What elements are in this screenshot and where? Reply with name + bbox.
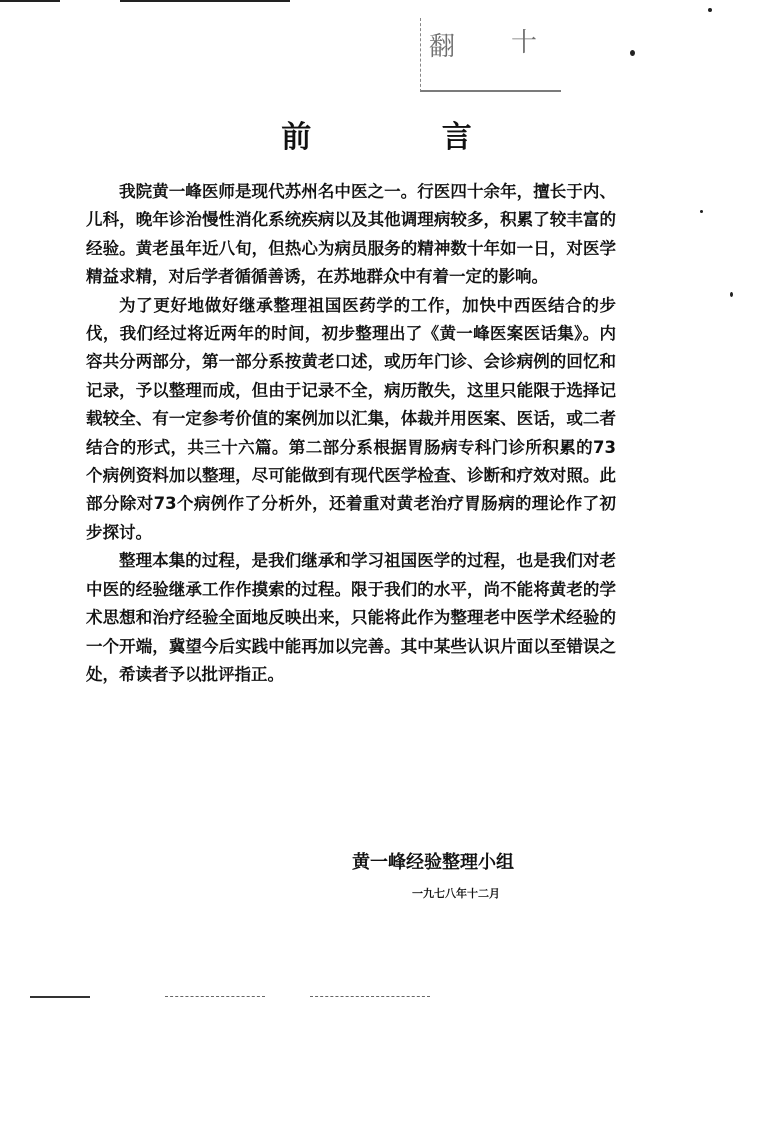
preface-body (86, 178, 616, 689)
paragraph: 整理本集的过程，是我们继承和学习祖国医学的过程，也是我们对老中医的经验继承工作作摸索的过程。限于我们的水平，尚不能将黄老的学术思想和治疗经验全面地反映出来，只能将此作为整理老中医学术经验的一个开端，冀望今后实践中能再加以完善。其中某些认识片面以至错误之处，希读者予以批评指正。 (86, 551, 616, 684)
scan-speck (708, 8, 712, 12)
scan-speck (630, 50, 635, 56)
scan-speck (700, 210, 703, 213)
paragraph: 我院黄一峰医师是现代苏州名中医之一。行医四十余年，擅长于内、儿科，晚年诊治慢性消化系统疾病以及其他调理病较多，积累了较丰富的经验。黄老虽年近八旬，但热心为病员服务的精神数十年如一日，对医学精益求精，对后学者循循善诱，在苏地群众中有着一定的影响。 (86, 182, 616, 287)
scan-artifact-bottom (165, 996, 265, 998)
page-title: 前 言 (281, 120, 532, 155)
scan-artifact-bottom (310, 996, 430, 998)
library-stamp: 翻 十 (420, 18, 561, 92)
signature-group: 黄一峰经验整理小组 (352, 852, 514, 873)
signature-date: 一九七八年十二月 (412, 887, 500, 900)
paragraph: 为了更好地做好继承整理祖国医药学的工作，加快中西医结合的步伐，我们经过将近两年的时间，初步整理出了《黄一峰医案医话集》。内容共分两部分，第一部分系按黄老口述，或历年门诊、会诊病例的回忆和记录，予以整理而成，但由于记录不全，病历散失，这里只能限于选择记载较全、有一定参考价值的案例加以汇集，体裁并用医案、医话，或二者结合的形式，共三十六篇。第二部分系根据胃肠病专科门诊所积累的73个病例资料加以整理，尽可能做到有现代医学检查、诊断和疗效对照。此部分除对73个病例作了分析外，还着重对黄老治疗胃肠病的理论作了初步探讨。 (86, 295, 616, 542)
scan-artifact-top-left (0, 0, 60, 2)
scan-artifact-top-mid (120, 0, 290, 2)
scan-artifact-bottom (30, 996, 90, 999)
scan-speck (730, 292, 733, 297)
